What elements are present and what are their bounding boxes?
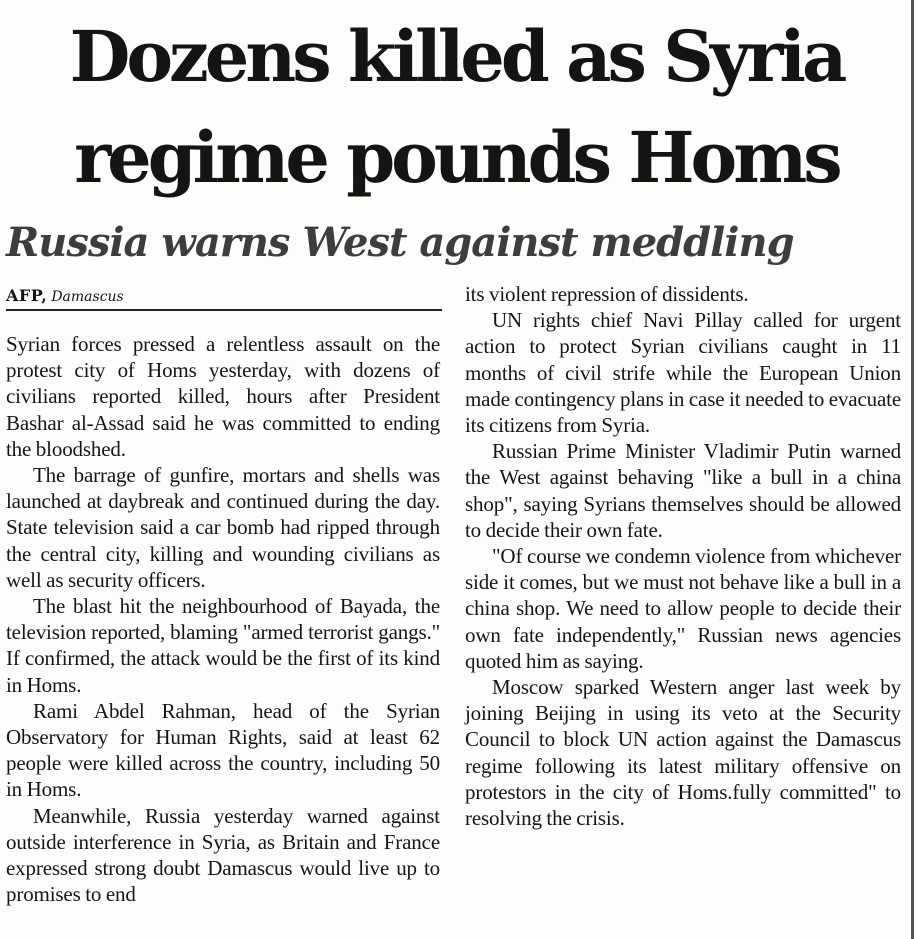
byline-dateline: Damascus xyxy=(51,289,124,305)
paragraph: The blast hit the neighbourhood of Bayada, the television reported, blaming "armed terrorist gangs." If confirmed, the attack would be the first of its kind in Homs. xyxy=(6,594,440,697)
paragraph: Meanwhile, Russia yesterday warned against outside interference in Syria, as Britain and France expressed strong doubt Damascus would live up to promises to end xyxy=(6,803,440,907)
paragraph: The barrage of gunfire, mortars and shells was launched at daybreak and continued during the day. State television said a car bomb had ripped through the central city, killing and wounding civilians as well as security officers. xyxy=(6,463,440,592)
paragraph: Moscow sparked Western anger last week by joining Beijing in using its veto at the Security Council to block UN action against the Damascus regime following its latest military offensive on protestors in the city of Homs.fully committed" to resolving the crisis. xyxy=(465,675,901,831)
paragraph: Rami Abdel Rahman, head of the Syrian Observatory for Human Rights, said at least 62 people were killed across the country, including 50 in Homs. xyxy=(6,698,440,802)
headline-line-1: Dozens killed as Syria xyxy=(69,15,844,98)
paragraph: Russian Prime Minister Vladimir Putin warned the West against behaving "like a bull in a china shop", saying Syrians themselves should be allowed to decide their own fate. xyxy=(465,439,901,542)
headline xyxy=(4,6,909,208)
paragraph: "Of course we condemn violence from whichever side it comes, but we must not behave like a bull in a china shop. We need to allow people to decide their own fate independently," Russian news agencies quoted him as saying. xyxy=(465,544,901,673)
column-edge-rule xyxy=(911,0,914,939)
byline xyxy=(6,283,442,311)
paragraph: Syrian forces pressed a relentless assault on the protest city of Homs yesterday, with dozens of civilians reported killed, hours after President Bashar al-Assad said he was committed to ending the bloodshed. xyxy=(6,332,440,461)
subheadline: Russia warns West against meddling xyxy=(6,219,794,266)
paragraph-continued: its violent repression of dissidents. xyxy=(465,282,749,306)
paragraph: UN rights chief Navi Pillay called for urgent action to protect Syrian civilians caught in 11 months of civil strife while the European Union made contingency plans in case it needed to evacuate its citizens from Syria. xyxy=(465,308,902,438)
headline-line-2: regime pounds Homs xyxy=(74,116,839,199)
article-column-left xyxy=(6,331,440,907)
article-column-right xyxy=(465,281,901,831)
byline-agency: AFP, xyxy=(6,286,48,305)
